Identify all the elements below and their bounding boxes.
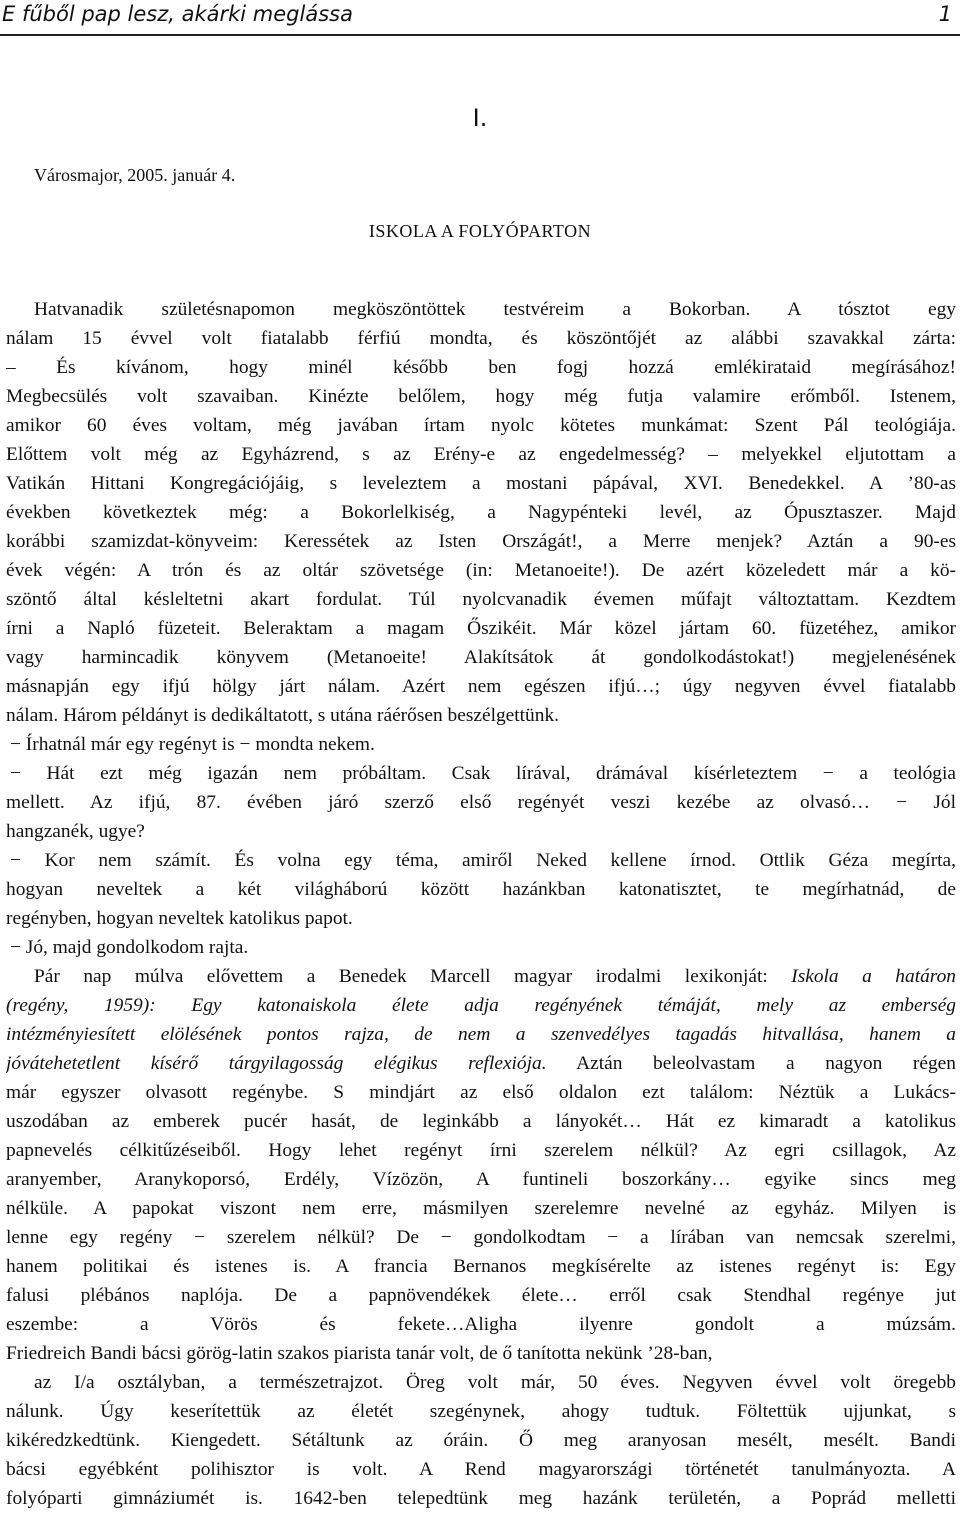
text-line — [6, 1049, 956, 1078]
italic-quote: jóvátehetetlent kísérő tárgyilagosság elégikus reflexiója. — [6, 1053, 547, 1074]
text-line: regényben, hogyan neveltek katolikus papot. — [6, 908, 353, 929]
text-line: hanem politikai és istenes is. A francia Bernanos megkísérelte az istenes regényt is: Egy — [6, 1256, 956, 1277]
text-line: nálam 15 évvel volt fiatalabb férfiú mondta, és köszöntőjét az alábbi szavakkal zárta: — [6, 328, 956, 349]
text-line: hogyan neveltek a két világháború között hazánkban katonatisztet, te megírhatnád, de — [6, 879, 956, 900]
text-line: vagy harmincadik könyvem (Metanoeite! Alakítsátok át gondolkodástokat!) megjelenésének — [6, 647, 956, 668]
page-number: 1 — [938, 2, 952, 26]
text-line: nélküle. A papokat viszont nem erre, másmilyen szerelemre nevelné az egyház. Milyen is — [6, 1198, 956, 1219]
text-line: Friedreich Bandi bácsi görög-latin szakos piarista tanár volt, de ő tanította nekünk ’28-ban, — [6, 1343, 713, 1364]
text-line: uszodában az emberek pucér hasát, de leginkább a lányokét… Hát ez kimaradt a katolikus — [6, 1111, 956, 1132]
text-line: − Jó, majd gondolkodom rajta. — [10, 937, 249, 958]
chapter-number: I. — [472, 104, 488, 132]
text-line: aranyember, Aranykoporsó, Erdély, Vízözön, A funtineli boszorkány… egyike sincs meg — [6, 1169, 956, 1190]
text-line: eszembe: a Vörös és fekete…Aligha ilyenre gondolt a múzsám. — [6, 1314, 956, 1335]
text-line: – És kívánom, hogy minél később ben fogj hozzá emlékirataid megírásához! — [6, 357, 956, 378]
text-line: Megbecsülés volt szavaiban. Kinézte belőlem, hogy még futja valamire erőmből. Istenem, — [6, 386, 956, 407]
section-heading: ISKOLA A FOLYÓPARTON — [368, 221, 592, 241]
text-line: korábbi szamizdat-könyveim: Keressétek az Isten Országát!, a Merre menjek? Aztán a 90-es — [6, 531, 956, 552]
header-title: E fűből pap lesz, akárki meglássa — [2, 2, 353, 26]
italic-quote: (regény, 1959): Egy katonaiskola élete adja regényének témáját, mely az emberség — [6, 995, 956, 1016]
text-line — [6, 991, 956, 1020]
text-line: − Hát ezt még igazán nem próbáltam. Csak lírával, drámával kísérleteztem − a teológia — [10, 763, 956, 784]
text-line: nálam. Három példányt is dedikáltatott, s utána ráérősen beszélgettünk. — [6, 705, 559, 726]
text-line: Hatvanadik születésnapomon megköszöntöttek testvéreim a Bokorban. A tósztot egy — [34, 299, 956, 320]
text-line: − Írhatnál már egy regényt is − mondta nekem. — [10, 734, 375, 755]
text-line: években következtek még: a Bokorlelkiség, a Nagypénteki levél, az Ópusztaszer. Majd — [6, 502, 956, 523]
text-line: falusi plébános naplója. De a papnövendékek élete… erről csak Stendhal regénye jut — [6, 1285, 956, 1306]
text-segment: Pár nap múlva elővettem a Benedek Marcell magyar irodalmi lexikonját: — [34, 966, 792, 987]
body-text — [6, 295, 956, 1513]
text-line: kikéredzkedtünk. Kiengedett. Sétáltunk az óráin. Ő meg aranyosan mesélt, mesélt. Bandi — [6, 1430, 956, 1451]
italic-quote: Iskola a határon — [791, 966, 956, 987]
text-line: folyóparti gimnáziumét is. 1642-ben telepedtünk meg hazánk területén, a Poprád melletti — [6, 1488, 956, 1509]
text-line: hangzanék, ugye? — [6, 821, 145, 842]
text-line: mellett. Az ifjú, 87. évében járó szerző első regényét veszi kezébe az olvasó… − Jól — [6, 792, 956, 813]
page-header — [0, 0, 960, 36]
text-line: lenne egy regény − szerelem nélkül? De − gondolkodtam − a lírában van nemcsak szerelmi, — [6, 1227, 956, 1248]
text-line: már egyszer olvasott regénybe. S mindjárt az első oldalon ezt találom: Néztük a Lukács- — [6, 1082, 956, 1103]
text-line: amikor 60 éves voltam, még javában írtam nyolc kötetes munkámat: Szent Pál teológiája. — [6, 415, 956, 436]
italic-quote: intézményiesített elölésének pontos rajza, de nem a szenvedélyes tagadás hitvallása, hanem a — [6, 1024, 956, 1045]
text-line: − Kor nem számít. És volna egy téma, amiről Neked kellene írnod. Ottlik Géza megírta, — [10, 850, 956, 871]
text-line: nálunk. Úgy keserítettük az életét szegénynek, ahogy tudtuk. Föltettük ujjunkat, s — [6, 1401, 956, 1422]
text-line: Előttem volt még az Egyházrend, s az Erény-e az engedelmesség? – melyekkel eljutottam a — [6, 444, 956, 465]
text-line: másnapján egy ifjú hölgy járt nálam. Azért nem egészen ifjú…; úgy negyven évvel fiatalabb — [6, 676, 956, 697]
text-line: Vatikán Hittani Kongregációjáig, s leveleztem a mostani pápával, XVI. Benedekkel. A ’80-as — [6, 473, 956, 494]
text-line: szöntő által késleltetni akart fordulat. Túl nyolcvanadik évemen műfajt változtattam. Kezdtem — [6, 589, 956, 610]
text-segment: Aztán beleolvastam a nagyon régen — [546, 1053, 956, 1074]
text-line: évek végén: A trón és az oltár szövetsége (in: Metanoeite!). De azért közeledett már a kö- — [6, 560, 956, 581]
text-line — [6, 1020, 956, 1049]
text-line: írni a Napló füzeteit. Beleraktam a magam Őszikéit. Már közel jártam 60. füzetéhez, amikor — [6, 618, 956, 639]
text-line: bácsi egyébként polihisztor is volt. A Rend magyarországi történetét tanulmányozta. A — [6, 1459, 956, 1480]
text-line: az I/a osztályban, a természetrajzot. Öreg volt már, 50 éves. Negyven évvel volt öregebb — [34, 1372, 956, 1393]
text-line: papnevelés célkitűzéseiből. Hogy lehet regényt írni szerelem nélkül? Az egri csillagok, Az — [6, 1140, 956, 1161]
text-line — [6, 962, 956, 991]
place-date: Városmajor, 2005. január 4. — [34, 165, 236, 185]
